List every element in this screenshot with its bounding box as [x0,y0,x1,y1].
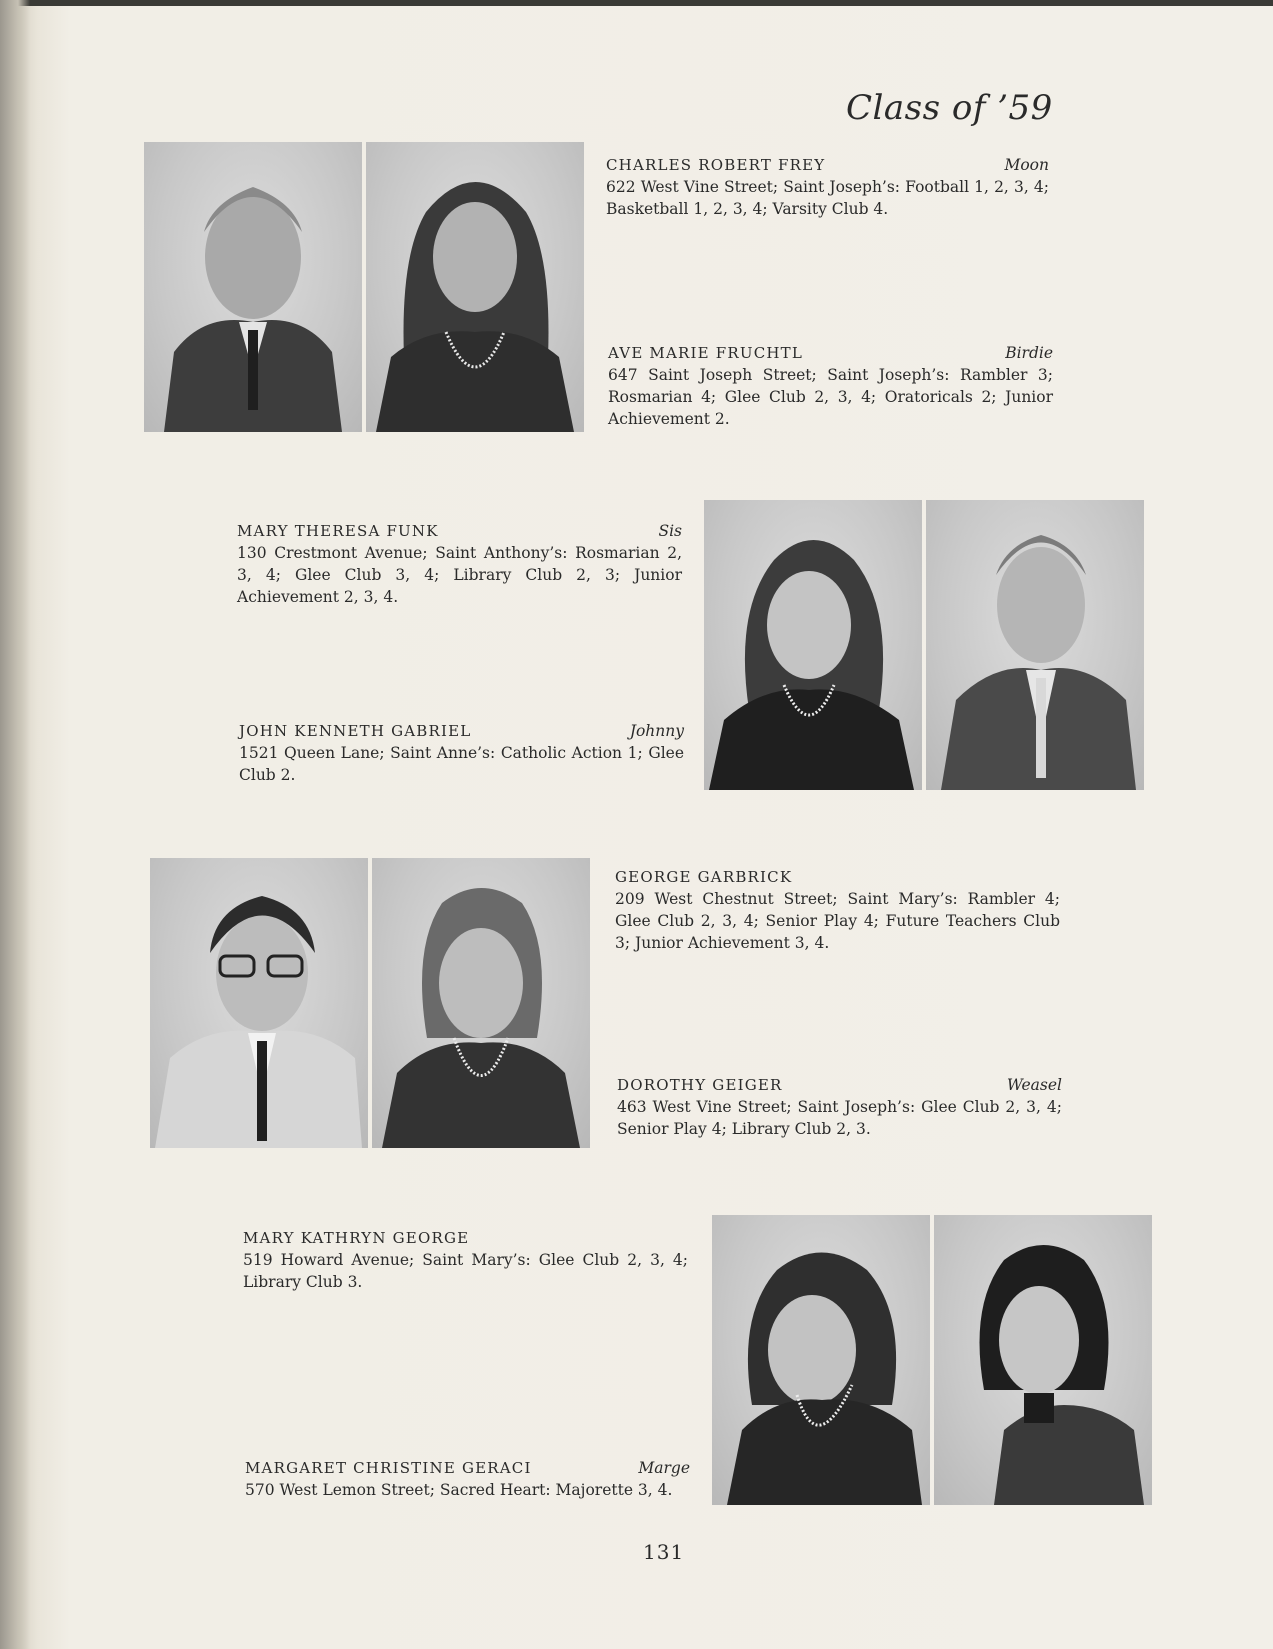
photo-pair-1 [144,142,584,432]
photo-pair-2 [704,500,1144,790]
portrait-dorothy-geiger [372,858,590,1148]
student-name: DOROTHY GEIGER [617,1076,783,1094]
student-name: MARY THERESA FUNK [237,522,439,540]
student-activities: 647 Saint Joseph Street; Saint Joseph’s: Rambler 3; Rosmarian 4; Glee Club 2, 3, 4; Oratoricals 2; Junior Achievement 2. [608,366,1053,428]
student-activities: 463 West Vine Street; Saint Joseph’s: Glee Club 2, 3, 4; Senior Play 4; Library Club 2, 3. [617,1098,1062,1138]
portrait-charles-frey [144,142,362,432]
entry-mary-george [243,1227,688,1293]
student-nickname: Moon [1004,156,1049,174]
entry-margaret-geraci [245,1457,690,1501]
photo-pair-3 [150,858,590,1148]
student-name: JOHN KENNETH GABRIEL [239,722,472,740]
student-nickname: Johnny [629,722,684,740]
student-activities: 130 Crestmont Avenue; Saint Anthony’s: Rosmarian 2, 3, 4; Glee Club 3, 4; Library Club 2, 3; Junior Achievement 2, 3, 4. [237,544,682,606]
student-name: AVE MARIE FRUCHTL [608,344,804,362]
portrait-john-gabriel [926,500,1144,790]
entry-george-garbrick [615,866,1060,954]
student-nickname: Weasel [1006,1076,1062,1094]
student-name: GEORGE GARBRICK [615,868,793,886]
student-nickname: Marge [638,1459,690,1477]
entry-dorothy-geiger [617,1074,1062,1140]
student-activities: 570 West Lemon Street; Sacred Heart: Majorette 3, 4. [245,1481,673,1499]
student-activities: 209 West Chestnut Street; Saint Mary’s: Rambler 4; Glee Club 2, 3, 4; Senior Play 4; Future Teachers Club 3; Junior Achievement 3, 4. [615,890,1060,952]
page-top-edge [0,0,1273,6]
portrait-mary-funk [704,500,922,790]
student-nickname: Sis [658,522,682,540]
entry-charles-frey [606,154,1049,220]
student-activities: 1521 Queen Lane; Saint Anne’s: Catholic Action 1; Glee Club 2. [239,744,684,784]
portrait-george-garbrick [150,858,368,1148]
portrait-margaret-geraci [934,1215,1152,1505]
portrait-ave-fruchtl [366,142,584,432]
student-name: CHARLES ROBERT FREY [606,156,826,174]
student-name: MARY KATHRYN GEORGE [243,1229,470,1247]
student-activities: 519 Howard Avenue; Saint Mary’s: Glee Club 2, 3, 4; Library Club 3. [243,1251,688,1291]
book-binding-shadow [0,0,30,1649]
entry-ave-fruchtl [608,342,1053,430]
page-heading: Class of ’59 [846,88,1053,128]
entry-mary-funk [237,520,682,608]
entry-john-gabriel [239,720,684,786]
student-nickname: Birdie [1005,344,1053,362]
student-activities: 622 West Vine Street; Saint Joseph’s: Football 1, 2, 3, 4; Basketball 1, 2, 3, 4; Varsity Club 4. [606,178,1049,218]
portrait-mary-george [712,1215,930,1505]
page-number: 131 [643,1540,685,1564]
photo-pair-4 [712,1215,1152,1505]
student-name: MARGARET CHRISTINE GERACI [245,1459,532,1477]
